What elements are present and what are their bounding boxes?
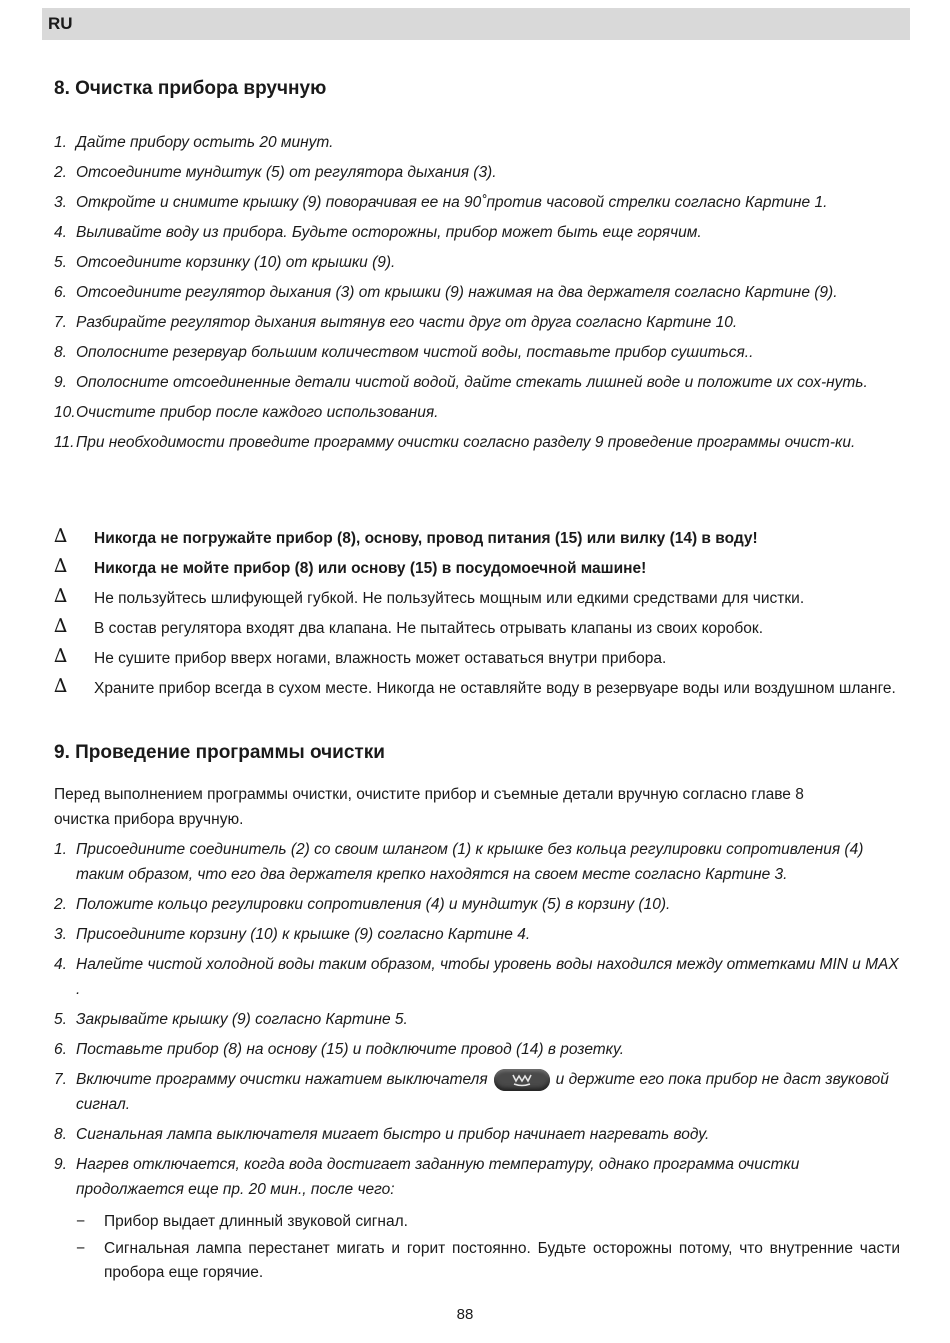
list-item: 9. Нагрев отключается, когда вода достигает заданную температуру, однако программа очистки продолжается еще пр. 20 мин., после чего: bbox=[54, 1156, 800, 1198]
list-item: 2. Положите кольцо регулировки сопротивления (4) и мундштук (5) в корзину (10). bbox=[54, 896, 671, 913]
warning-triangle-icon: ∆ bbox=[54, 585, 68, 607]
cleaning-program-button-icon bbox=[494, 1069, 550, 1091]
sub-list-item: − Сигнальная лампа перестанет мигать и горит постоянно. Будьте осторожны потому, что внутренние части пробора еще горячие. bbox=[54, 1237, 900, 1285]
language-header bbox=[42, 8, 910, 40]
list-item: 11. При необходимости проведите программу очистки согласно разделу 9 проведение программы очист-ки. bbox=[54, 434, 856, 451]
list-item: 7. Включите программу очистки нажатием выключателя и держите его пока прибор не даст звуковой сигнал. bbox=[54, 1067, 900, 1117]
sub-list-item: − Прибор выдает длинный звуковой сигнал. bbox=[54, 1210, 900, 1234]
list-item: 7. Разбирайте регулятор дыхания вытянув его части друг от друга согласно Картине 10. bbox=[54, 314, 738, 331]
list-item: 6. Отсоедините регулятор дыхания (3) от крышки (9) нажимая на два держателя согласно Картине (9). bbox=[54, 284, 838, 301]
list-item: 3. Присоедините корзину (10) к крышке (9) согласно Картине 4. bbox=[54, 926, 531, 943]
warning-triangle-icon: ∆ bbox=[54, 675, 68, 697]
warning-item: ∆ Никогда не мойте прибор (8) или основу (15) в посудомоечной машине! bbox=[54, 555, 647, 577]
list-item: 6. Поставьте прибор (8) на основу (15) и подключите провод (14) в розетку. bbox=[54, 1041, 625, 1058]
warning-triangle-icon: ∆ bbox=[54, 615, 68, 637]
section-8-warnings bbox=[54, 525, 900, 720]
section-9-title: 9. Проведение программы очистки bbox=[54, 742, 385, 763]
list-item: 5. Закрывайте крышку (9) согласно Картине 5. bbox=[54, 1011, 408, 1028]
list-item: 1. Присоедините соединитель (2) со своим шлангом (1) к крышке без кольца регулировки сопротивления (4) таким образом, что его два держателя крепко находятся на своем месте согласно Картине 3. bbox=[54, 841, 864, 883]
list-item: 4. Выливайте воду из прибора. Будьте осторожны, прибор может быть еще горячим. bbox=[54, 224, 702, 241]
section-9-intro: Перед выполнением программы очистки, очистите прибор и съемные детали вручную согласно главе 8 очистка прибора вручную. bbox=[54, 786, 804, 828]
list-item: 10. Очистите прибор после каждого использования. bbox=[54, 404, 439, 421]
section-8-title: 8. Очистка прибора вручную bbox=[54, 78, 327, 99]
list-item: 8. Ополосните резервуар большим количеством чистой воды, поставьте прибор сушиться.. bbox=[54, 344, 754, 361]
section-9-steps bbox=[54, 837, 900, 1207]
warning-triangle-icon: ∆ bbox=[54, 645, 68, 667]
warning-item: ∆ Храните прибор всегда в сухом месте. Никогда не оставляйте воду в резервуаре воды или воздушном шланге. bbox=[54, 675, 896, 697]
page-number: 88 bbox=[456, 1306, 474, 1323]
warning-item: ∆ В состав регулятора входят два клапана. Не пытайтесь отрывать клапаны из своих коробок. bbox=[54, 615, 764, 637]
list-item: 2. Отсоедините мундштук (5) от регулятора дыхания (3). bbox=[54, 164, 497, 181]
warning-item: ∆ Не сушите прибор вверх ногами, влажность может оставаться внутри прибора. bbox=[54, 645, 667, 667]
warning-item: ∆ Никогда не погружайте прибор (8), основу, провод питания (15) или вилку (14) в воду! bbox=[54, 525, 758, 547]
warning-item: ∆ Не пользуйтесь шлифующей губкой. Не пользуйтесь мощным или едкими средствами для чистки. bbox=[54, 585, 805, 607]
dash-bullet: − bbox=[76, 1240, 86, 1257]
list-item: 4. Налейте чистой холодной воды таким образом, чтобы уровень воды находился между отметками MIN и MAX . bbox=[54, 956, 899, 998]
list-item: 8. Сигнальная лампа выключателя мигает быстро и прибор начинает нагревать воду. bbox=[54, 1126, 710, 1143]
list-item: 9. Ополосните отсоединенные детали чистой водой, дайте стекать лишней воде и положите их сох-нуть. bbox=[54, 374, 868, 391]
section-8-steps bbox=[54, 130, 900, 460]
section-9-sub-items bbox=[54, 1210, 900, 1288]
dash-bullet: − bbox=[76, 1213, 86, 1230]
warning-triangle-icon: ∆ bbox=[54, 525, 68, 547]
warning-triangle-icon: ∆ bbox=[54, 555, 68, 577]
list-item: 1. Дайте прибору остыть 20 минут. bbox=[54, 134, 334, 151]
language-label: RU bbox=[48, 14, 73, 33]
list-item: 3. Откройте и снимите крышку (9) поворачивая ее на 90˚против часовой стрелки согласно Картине 1. bbox=[54, 194, 828, 211]
list-item: 5. Отсоедините корзинку (10) от крышки (9). bbox=[54, 254, 396, 271]
